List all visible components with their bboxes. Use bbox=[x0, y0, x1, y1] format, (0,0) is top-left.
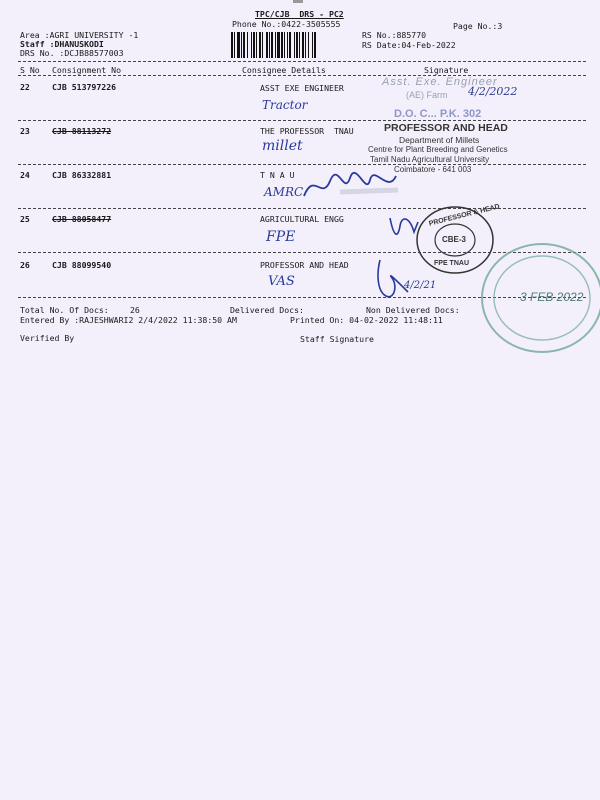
page-number: Page No.:3 bbox=[453, 21, 503, 31]
seal-center-text: CBE-3 bbox=[442, 235, 467, 244]
row-handwritten: VAS bbox=[268, 274, 295, 289]
delivered-docs: Delivered Docs: bbox=[230, 305, 304, 315]
staff-signature: Staff Signature bbox=[300, 334, 374, 344]
barcode-bar bbox=[281, 32, 283, 58]
barcode-bar bbox=[312, 32, 313, 58]
area-label: Area :AGRI UNIVERSITY -1 bbox=[20, 30, 139, 40]
staff-label: Staff :DHANUSKODI bbox=[20, 39, 104, 49]
barcode-bar bbox=[302, 32, 304, 58]
row-consignee: ASST EXE ENGINEER bbox=[260, 83, 344, 93]
stamp-line: (AE) Farm bbox=[406, 90, 448, 100]
barcode-bar bbox=[262, 32, 263, 58]
row-handwritten: AMRC bbox=[264, 185, 304, 199]
row-handwritten: Tractor bbox=[262, 98, 308, 112]
barcode-bar bbox=[296, 32, 298, 58]
stamp-line: Coimbatore - 641 003 bbox=[394, 165, 472, 174]
barcode-bar bbox=[269, 32, 270, 58]
barcode-bar bbox=[299, 32, 300, 58]
stamp-line: Department of Millets bbox=[399, 135, 480, 145]
stamp-line: Asst. Exe. Engineer bbox=[382, 76, 498, 88]
row-consignee: THE PROFESSOR TNAU bbox=[260, 126, 354, 136]
verified-by: Verified By bbox=[20, 333, 75, 343]
row-sno: 23 bbox=[20, 126, 30, 136]
barcode-bar bbox=[234, 32, 235, 58]
barcode-bar bbox=[237, 32, 240, 58]
barcode bbox=[231, 32, 354, 58]
barcode-bar bbox=[277, 32, 280, 58]
rs-number: RS No.:885770 bbox=[362, 30, 427, 40]
total-docs-label: Total No. Of Docs: bbox=[20, 305, 109, 315]
signature-scribble bbox=[372, 256, 412, 302]
document-title: TPC/CJB DRS - PC2 bbox=[255, 9, 344, 19]
non-delivered-docs: Non Delivered Docs: bbox=[366, 305, 460, 315]
entered-by: Entered By :RAJESHWARI2 2/4/2022 11:38:50 AM bbox=[20, 315, 237, 325]
barcode-bar bbox=[247, 32, 248, 58]
barcode-bar bbox=[289, 32, 291, 58]
printed-on: Printed On: 04-02-2022 11:48:11 bbox=[290, 315, 443, 325]
signature-scribble bbox=[384, 208, 424, 248]
barcode-bar bbox=[266, 32, 268, 58]
seal-bottom-text: FPE TNAU bbox=[434, 260, 469, 267]
signature-date: 4/2/21 bbox=[404, 280, 437, 291]
barcode-bar bbox=[243, 32, 245, 58]
engineer-stamp bbox=[376, 70, 586, 124]
row-sno: 22 bbox=[20, 82, 30, 92]
top-mark bbox=[293, 0, 303, 3]
date-seal bbox=[470, 240, 600, 356]
seal-top-text: PROFESSOR & HEAD bbox=[428, 203, 501, 228]
barcode-bar bbox=[314, 32, 316, 58]
barcode-bar bbox=[271, 32, 273, 58]
drs-number: DRS No. :DCJB88577003 bbox=[20, 48, 124, 58]
stamp-line: PROFESSOR AND HEAD bbox=[384, 122, 508, 134]
phone-number: Phone No.:0422-3505555 bbox=[232, 19, 341, 29]
barcode-bar bbox=[287, 32, 288, 58]
rs-date: RS Date:04-Feb-2022 bbox=[362, 40, 456, 50]
row-consignee: T N A U bbox=[260, 170, 295, 180]
stamp-date: 4/2/2022 bbox=[468, 85, 518, 98]
header-divider-top bbox=[18, 61, 586, 62]
barcode-bar bbox=[251, 32, 252, 58]
col-sno: S No bbox=[20, 65, 40, 75]
seal-date: 3 FEB 2022 bbox=[520, 290, 584, 304]
row-consignment: CJB 88113272 bbox=[52, 126, 112, 136]
barcode-bar bbox=[231, 32, 233, 58]
row-consignment: CJB 513797226 bbox=[52, 82, 117, 92]
barcode-bar bbox=[253, 32, 255, 58]
row-divider bbox=[18, 208, 586, 209]
barcode-bar bbox=[256, 32, 257, 58]
signature-scribble bbox=[300, 166, 400, 206]
barcode-bar bbox=[305, 32, 306, 58]
barcode-bar bbox=[284, 32, 285, 58]
stamp-line: D.O. C... P.K. 302 bbox=[394, 108, 482, 120]
barcode-bar bbox=[308, 32, 309, 58]
stamp-line: Tamil Nadu Agricultural University bbox=[370, 155, 490, 164]
stamp-line: Centre for Plant Breeding and Genetics bbox=[368, 145, 508, 154]
barcode-bar bbox=[241, 32, 242, 58]
row-handwritten: millet bbox=[262, 138, 303, 154]
row-sno: 24 bbox=[20, 170, 30, 180]
row-divider bbox=[18, 120, 586, 121]
row-divider bbox=[18, 164, 586, 165]
row-consignment: CJB 88058477 bbox=[52, 214, 112, 224]
row-consignee: AGRICULTURAL ENGG bbox=[260, 214, 344, 224]
row-consignment: CJB 88099540 bbox=[52, 260, 112, 270]
row-consignee: PROFESSOR AND HEAD bbox=[260, 260, 349, 270]
row-sno: 26 bbox=[20, 260, 30, 270]
col-consignee: Consignee Details bbox=[242, 65, 326, 75]
col-signature: Signature bbox=[424, 65, 469, 75]
row-handwritten: FPE bbox=[266, 229, 296, 245]
barcode-bar bbox=[275, 32, 276, 58]
row-consignment: CJB 86332881 bbox=[52, 170, 112, 180]
total-docs-value: 26 bbox=[130, 305, 140, 315]
barcode-bar bbox=[259, 32, 261, 58]
col-consignment: Consignment No bbox=[52, 65, 122, 75]
row-sno: 25 bbox=[20, 214, 30, 224]
barcode-bar bbox=[294, 32, 295, 58]
